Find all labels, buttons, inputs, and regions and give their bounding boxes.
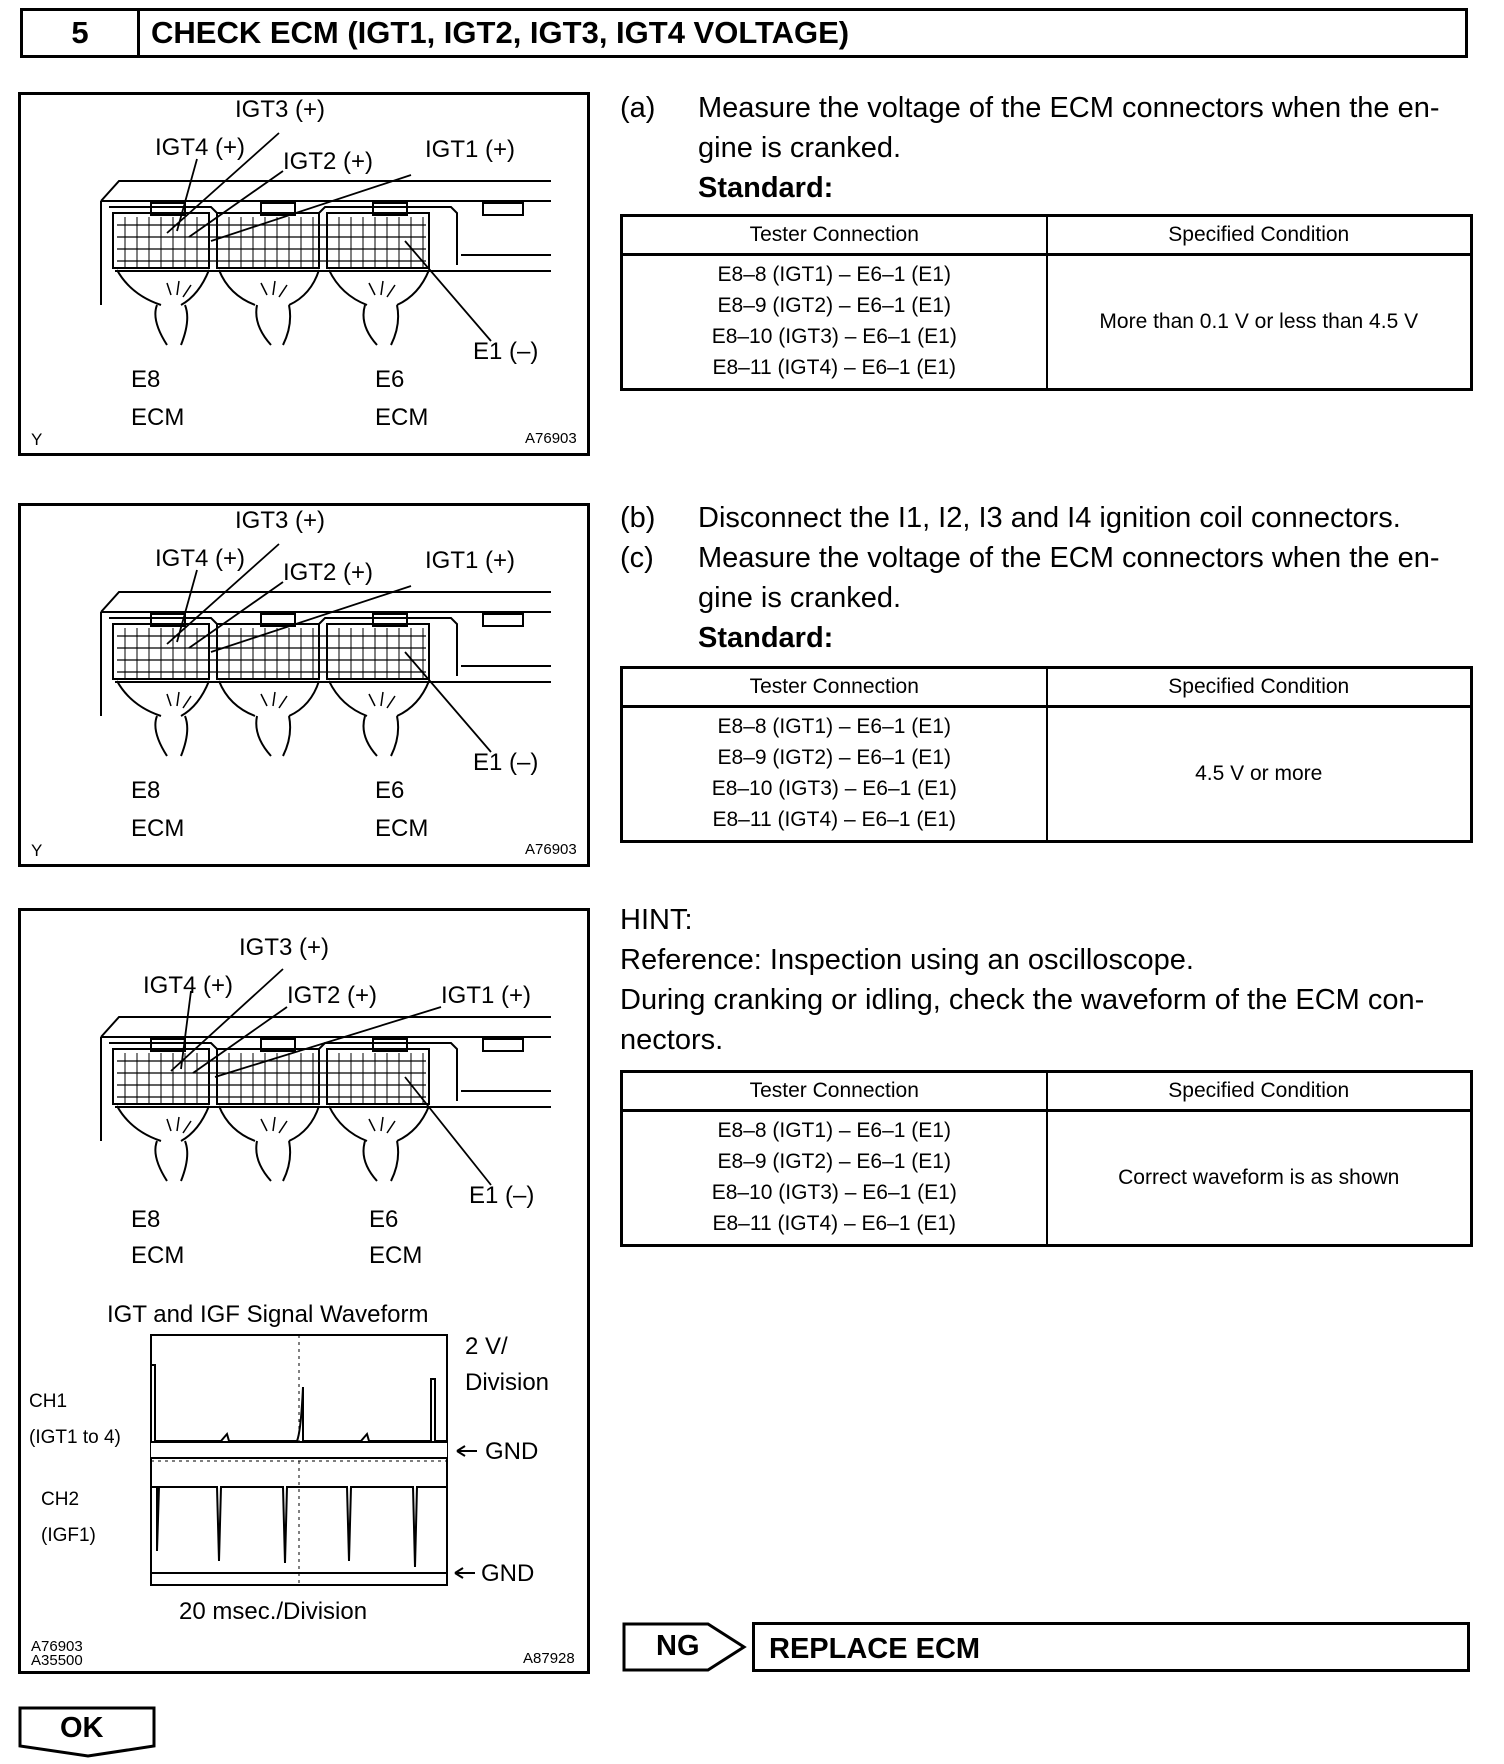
figure-code-line2: A35500 (31, 1652, 83, 1669)
hint-line1: Reference: Inspection using an oscilloscope. (620, 944, 1194, 976)
spec-table-c (620, 666, 1473, 843)
label-igt1: IGT1 (+) (441, 982, 532, 1009)
label-igt4: IGT4 (+) (155, 545, 246, 572)
label-ecm-right: ECM (369, 1242, 423, 1269)
label-e6: E6 (375, 777, 405, 804)
step-b-label: (b) (620, 502, 656, 534)
label-e6: E6 (369, 1206, 399, 1233)
figure-waveform (18, 908, 590, 1674)
column-header-condition: Specified Condition (1047, 668, 1472, 707)
scope-grid (151, 1335, 447, 1585)
label-igt2: IGT2 (+) (287, 982, 378, 1009)
step-b-text: Disconnect the I1, I2, I3 and I4 ignition coil connectors. (698, 502, 1401, 534)
label-igt2: IGT2 (+) (283, 559, 374, 586)
scale-voltage-line1: 2 V/ (465, 1333, 508, 1360)
ch2-label: CH2 (41, 1489, 80, 1510)
step-a-label: (a) (620, 92, 656, 124)
step-c-text-line1: Measure the voltage of the ECM connectors when the en- (698, 542, 1440, 574)
step-title: CHECK ECM (IGT1, IGT2, IGT3, IGT4 VOLTAGE) (151, 15, 850, 50)
connection-row: E8–9 (IGT2) – E6–1 (E1) (717, 1150, 951, 1173)
ok-label: OK (60, 1712, 104, 1744)
label-e1: E1 (–) (473, 338, 539, 365)
label-e8: E8 (131, 1206, 161, 1233)
label-igt4: IGT4 (+) (143, 972, 234, 999)
step-a (620, 88, 1480, 208)
connection-row: E8–8 (IGT1) – E6–1 (E1) (717, 263, 951, 286)
label-ecm-left: ECM (131, 404, 185, 431)
connection-row: E8–9 (IGT2) – E6–1 (E1) (717, 294, 951, 317)
figure-code-right: A87928 (523, 1650, 575, 1667)
ch2-sublabel: (IGF1) (41, 1525, 96, 1546)
label-ecm-right: ECM (375, 404, 429, 431)
connection-row: E8–8 (IGT1) – E6–1 (E1) (717, 715, 951, 738)
label-igt2: IGT2 (+) (283, 148, 374, 175)
ch1-label: CH1 (29, 1391, 68, 1412)
step-c-standard: Standard: (698, 622, 834, 654)
connection-row: E8–11 (IGT4) – E6–1 (E1) (712, 808, 957, 831)
connection-row: E8–9 (IGT2) – E6–1 (E1) (717, 746, 951, 769)
tester-connections (622, 707, 1047, 842)
label-ecm-left: ECM (131, 815, 185, 842)
step-bc (620, 498, 1490, 658)
ch1-sublabel: (IGT1 to 4) (29, 1427, 121, 1448)
step-a-text-line2: gine is cranked. (698, 132, 902, 164)
label-ecm-left: ECM (131, 1242, 185, 1269)
specified-condition: More than 0.1 V or less than 4.5 V (1047, 255, 1472, 390)
connection-row: E8–10 (IGT3) – E6–1 (E1) (711, 325, 957, 348)
label-igt3: IGT3 (+) (235, 96, 326, 123)
step-c-label: (c) (620, 542, 654, 574)
time-scale: 20 msec./Division (179, 1598, 368, 1625)
hint-line3: nectors. (620, 1024, 724, 1056)
label-e1: E1 (–) (469, 1182, 535, 1209)
step-a-standard: Standard: (698, 172, 834, 204)
step-number: 5 (23, 11, 140, 55)
ch1-trace (151, 1365, 447, 1441)
column-header-tester: Tester Connection (622, 216, 1047, 255)
tester-connections (622, 1111, 1047, 1246)
step-c-text-line2: gine is cranked. (698, 582, 902, 614)
ng-label: NG (656, 1630, 700, 1662)
label-igt3: IGT3 (+) (235, 507, 326, 534)
label-igt4: IGT4 (+) (155, 134, 246, 161)
corner-mark: Y (31, 430, 43, 449)
label-igt3: IGT3 (+) (239, 934, 330, 961)
specified-condition: Correct waveform is as shown (1047, 1111, 1472, 1246)
ng-result (622, 1620, 1472, 1674)
figure-ecm-connectors-1 (18, 92, 590, 456)
ng-action: REPLACE ECM (769, 1633, 981, 1665)
gnd-arrow-icon (457, 1446, 477, 1456)
hint-section (620, 900, 1480, 1060)
connection-row: E8–10 (IGT3) – E6–1 (E1) (711, 1181, 957, 1204)
label-ecm-right: ECM (375, 815, 429, 842)
column-header-condition: Specified Condition (1047, 1072, 1472, 1111)
label-e8: E8 (131, 777, 161, 804)
connection-row: E8–11 (IGT4) – E6–1 (E1) (712, 356, 957, 379)
label-e6: E6 (375, 366, 405, 393)
scale-voltage-line2: Division (465, 1369, 550, 1396)
column-header-tester: Tester Connection (622, 668, 1047, 707)
spec-table-hint (620, 1070, 1473, 1247)
figure-code: A76903 (525, 430, 577, 447)
tester-connections (622, 255, 1047, 390)
label-igt1: IGT1 (+) (425, 547, 516, 574)
gnd-arrow-icon (455, 1568, 475, 1578)
oscilloscope-waveform (29, 1301, 549, 1625)
column-header-tester: Tester Connection (622, 1072, 1047, 1111)
waveform-title: IGT and IGF Signal Waveform (107, 1301, 429, 1328)
figure-ecm-connectors-2 (18, 503, 590, 867)
gnd-label-ch1: GND (485, 1438, 539, 1465)
connection-row: E8–8 (IGT1) – E6–1 (E1) (717, 1119, 951, 1142)
connection-row: E8–10 (IGT3) – E6–1 (E1) (711, 777, 957, 800)
spec-table-a (620, 214, 1473, 391)
figure-code-line1: A76903 (31, 1638, 83, 1655)
figure-code: A76903 (525, 841, 577, 858)
specified-condition: 4.5 V or more (1047, 707, 1472, 842)
hint-line2: During cranking or idling, check the waveform of the ECM con- (620, 984, 1425, 1016)
step-header (20, 8, 1468, 58)
hint-title: HINT: (620, 904, 693, 936)
step-a-text-line1: Measure the voltage of the ECM connectors when the en- (698, 92, 1440, 124)
label-e1: E1 (–) (473, 749, 539, 776)
ok-result (18, 1706, 158, 1758)
connection-row: E8–11 (IGT4) – E6–1 (E1) (712, 1212, 957, 1235)
label-e8: E8 (131, 366, 161, 393)
corner-mark: Y (31, 841, 43, 860)
replace-ecm-box (752, 1622, 1470, 1672)
gnd-label-ch2: GND (481, 1560, 535, 1587)
column-header-condition: Specified Condition (1047, 216, 1472, 255)
label-igt1: IGT1 (+) (425, 136, 516, 163)
